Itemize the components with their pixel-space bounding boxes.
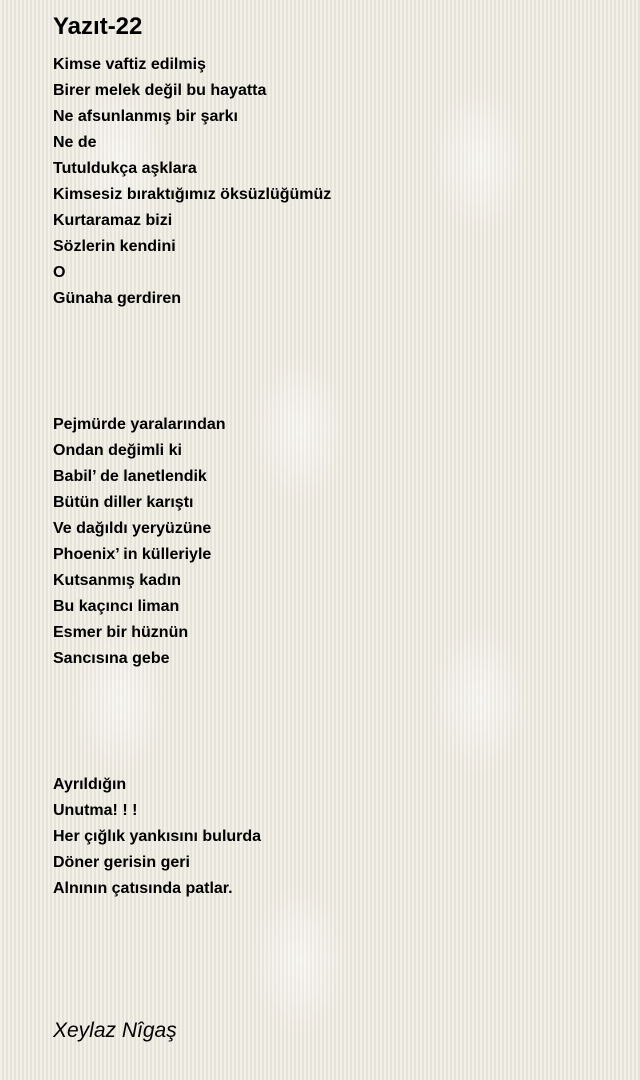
poem-line: Babil’ de lanetlendik [53,468,207,485]
poem-line: Bu kaçıncı liman [53,598,180,615]
poem-line: Her çığlık yankısını bulurda [53,828,262,845]
stanza-3 [53,772,261,902]
poem-line: Unutma! ! ! [53,802,138,819]
stanza-2 [53,412,226,672]
poem-line: Alnının çatısında patlar. [53,880,233,897]
stanza-1 [53,52,331,312]
poem-line: Kimsesiz bıraktığımız öksüzlüğümüz [53,186,332,203]
poem-line: Döner gerisin geri [53,854,190,871]
poem-line: Ne afsunlanmış bir şarkı [53,108,238,125]
poem-line: Pejmürde yaralarından [53,416,226,433]
poem-line: Ayrıldığın [53,776,127,793]
poem-line: Bütün diller karıştı [53,494,194,511]
poem-line: Birer melek değil bu hayatta [53,82,267,99]
poem-line: Esmer bir hüznün [53,624,189,641]
poem-line: Ondan değimli ki [53,442,182,459]
poem-line: Sancısına gebe [53,650,170,667]
poem-line: Kutsanmış kadın [53,572,182,589]
poem-line: Ne de [53,134,97,151]
poem-line: Kurtaramaz bizi [53,212,173,229]
poem-line: Sözlerin kendini [53,238,176,255]
poem-line: Tutuldukça aşklara [53,160,197,177]
poem-line: Kimse vaftiz edilmiş [53,56,206,73]
poem-line: Phoenix’ in külleriyle [53,546,212,563]
poem-line: Ve dağıldı yeryüzüne [53,520,212,537]
poem-line: O [53,264,66,281]
poem-line: Günaha gerdiren [53,290,182,307]
poem-title: Yazıt-22 [53,13,143,40]
poem-author: Xeylaz Nîgaş [53,1019,177,1042]
